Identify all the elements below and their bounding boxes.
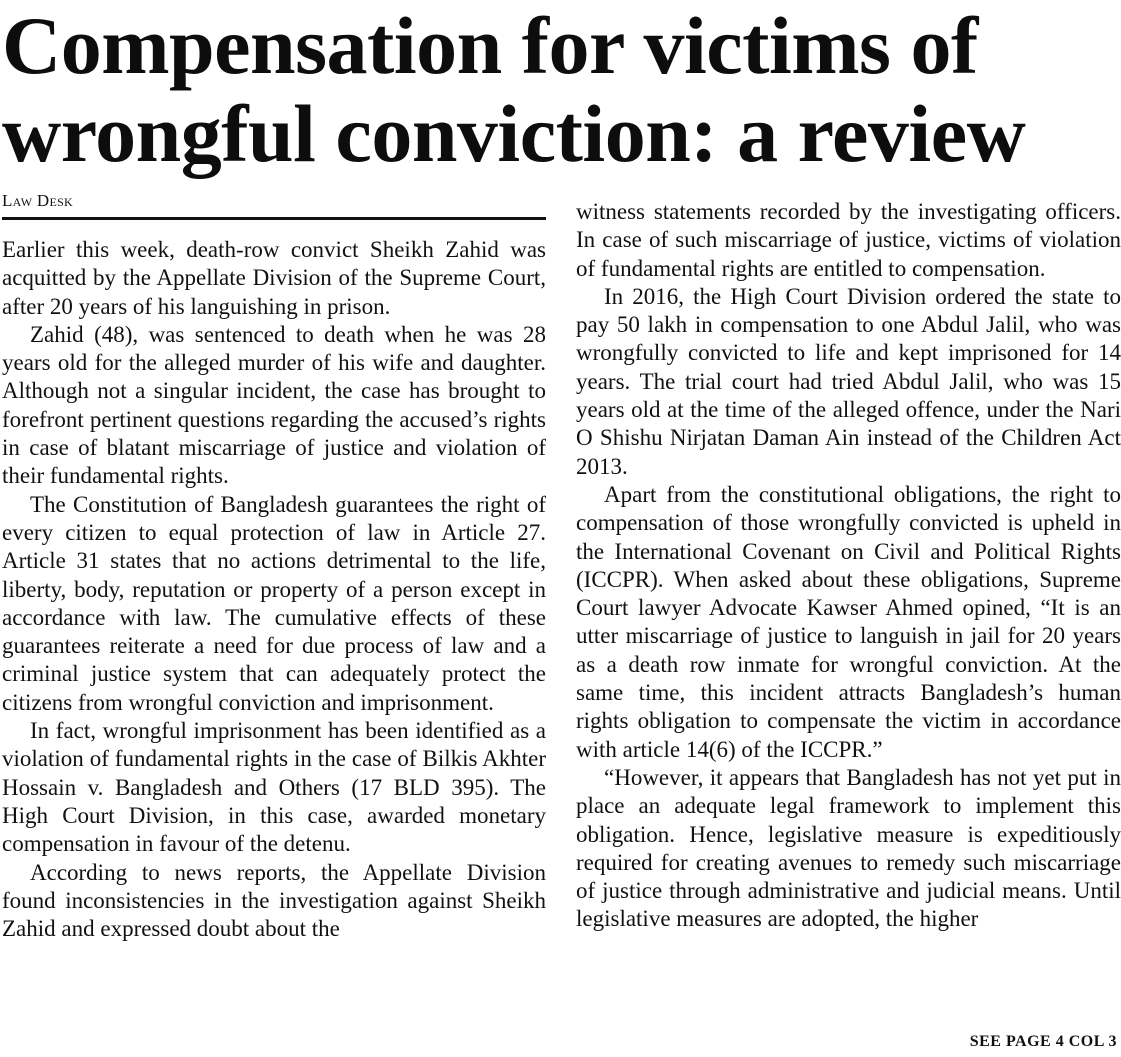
article-paragraph: The Constitution of Bangladesh guarantees the right of every citizen to equal protection of law in Article 27. Article 31 states that no actions detrimental to the life, liberty, body, reputation or property of a person except in accordance with law. The cumulative effects of these guarantees reiterate a need for due process of law and a criminal justice system that can adequately protect the citizens from wrongful conviction and imprisonment.	[2, 491, 546, 715]
article-paragraph: witness statements recorded by the investigating officers. In case of such miscarriage of justice, victims of violation of fundamental rights are entitled to compensation.	[576, 199, 1121, 281]
continuation-jump-line: SEE PAGE 4 COL 3	[969, 1033, 1117, 1050]
article-paragraph: Zahid (48), was sentenced to death when he was 28 years old for the alleged murder of his wife and daughter. Although not a singular incident, the case has brought to forefront pertinent questions regarding the accused’s rights in case of blatant miscarriage of justice and violation of their fundamental rights.	[2, 321, 546, 489]
article-byline: Law Desk	[2, 190, 546, 220]
article-column-left	[2, 236, 546, 943]
article-paragraph: Apart from the constitutional obligations, the right to compensation of those wrongfully convicted is upheld in the International Covenant on Civil and Political Rights (ICCPR). When asked about these obligations, Supreme Court lawyer Advocate Kawser Ahmed opined, “It is an utter miscarriage of justice to languish in jail for 20 years as a death row inmate for wrongful conviction. At the same time, this incident attracts Bangladesh’s human rights obligation to compensate the victim in accordance with article 14(6) of the ICCPR.”	[576, 481, 1121, 762]
article-paragraph: Earlier this week, death-row convict Sheikh Zahid was acquitted by the Appellate Division of the Supreme Court, after 20 years of his languishing in prison.	[2, 237, 546, 319]
article-paragraph: According to news reports, the Appellate Division found inconsistencies in the investigation against Sheikh Zahid and expressed doubt about the	[2, 859, 546, 942]
article-paragraph: In 2016, the High Court Division ordered the state to pay 50 lakh in compensation to one Abdul Jalil, who was wrongfully convicted to life and kept imprisoned for 14 years. The trial court had tried Abdul Jalil, who was 15 years old at the time of the alleged offence, under the Nari O Shishu Nirjatan Daman Ain instead of the Children Act 2013.	[576, 283, 1121, 479]
article-headline: Compensation for victims of wrongful conviction: a review	[2, 0, 1026, 179]
article-paragraph: “However, it appears that Bangladesh has not yet put in place an adequate legal framework to implement this obligation. Hence, legislative measure is expeditiously required for creating avenues to remedy such miscarriage of justice through administrative and judicial means. Until legislative measures are adopted, the higher	[576, 764, 1121, 932]
article-paragraph: In fact, wrongful imprisonment has been identified as a violation of fundamental rights in the case of Bilkis Akhter Hossain v. Bangladesh and Others (17 BLD 395). The High Court Division, in this case, awarded monetary compensation in favour of the detenu.	[2, 718, 546, 857]
article-column-right	[576, 198, 1121, 934]
